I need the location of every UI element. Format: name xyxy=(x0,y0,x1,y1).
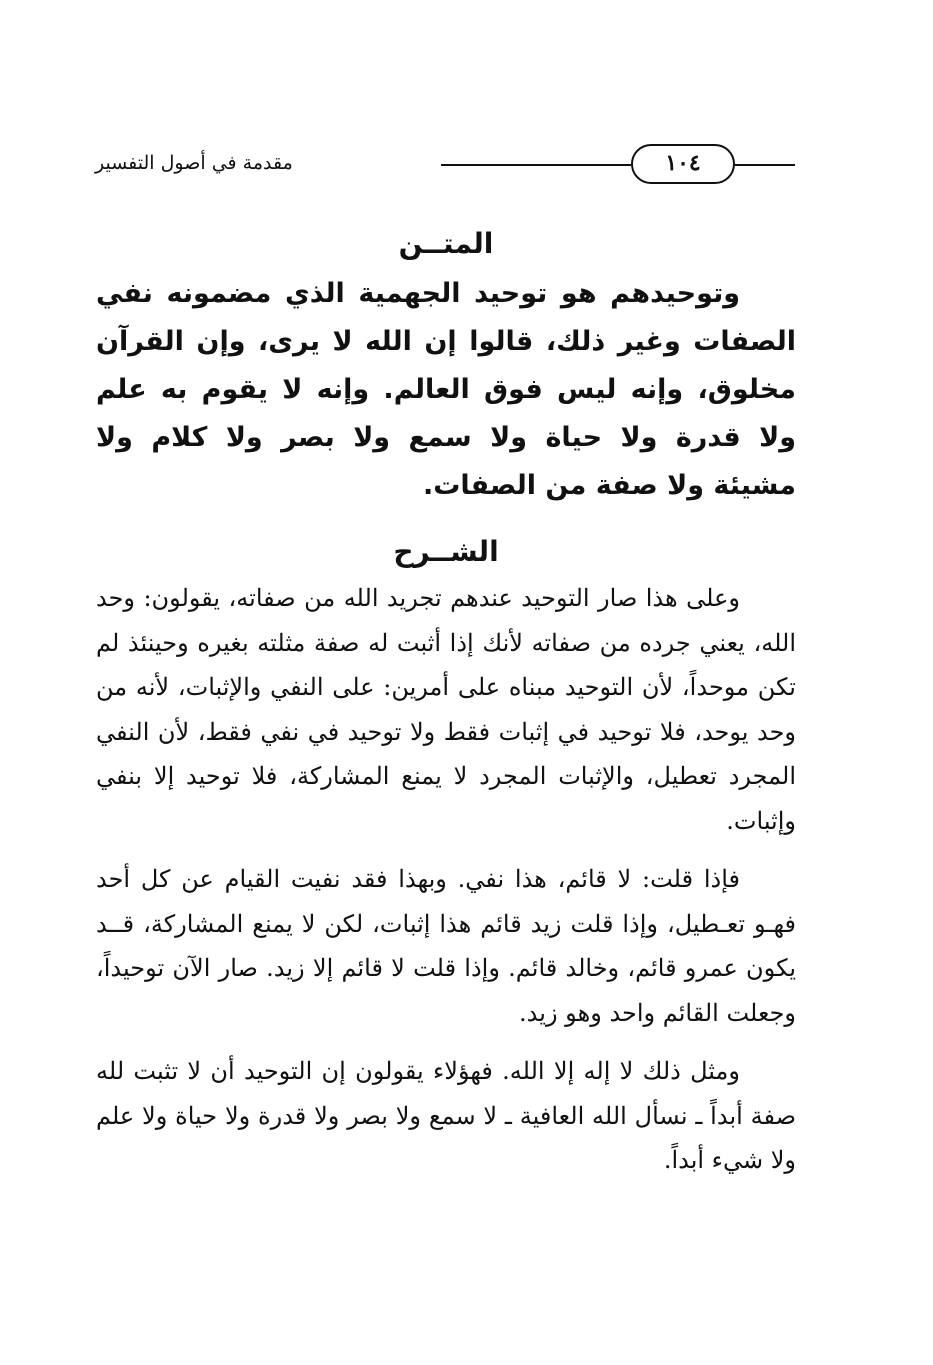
header-rule-middle xyxy=(441,164,631,166)
sharh-heading: الشــرح xyxy=(393,535,499,568)
running-title: مقدمة في أصول التفسير xyxy=(95,152,293,174)
sharh-paragraph-2: فإذا قلت: لا قائم، هذا نفي. وبهذا فقد نفيت القيام عن كل أحد فهـو تعـطيل، وإذا قلت زيد قائم هذا إثبات، لكن لا يمنع المشاركة، قــد يكون عمرو قائم، وخالد قائم. وإذا قلت لا قائم إلا زيد. صار الآن توحيداً، وجعلت القائم واحد وهو زيد. xyxy=(96,865,796,1027)
header-rule-right xyxy=(735,164,795,166)
matn-paragraph: وتوحيدهم هو توحيد الجهمية الذي مضمونه نفي الصفات وغير ذلك، قالوا إن الله لا يرى، وإن القرآن مخلوق، وإنه ليس فوق العالم. وإنه لا يقوم به علم ولا قدرة ولا حياة ولا سمع ولا بصر ولا كلام ولا مشيئة ولا صفة من الصفات. xyxy=(96,278,796,501)
page-content xyxy=(96,224,796,1183)
running-header xyxy=(95,140,795,188)
page-number: ١٠٤ xyxy=(631,144,735,184)
matn-heading: المتــن xyxy=(398,227,494,260)
sharh-paragraph-1: وعلى هذا صار التوحيد عندهم تجريد الله من صفاته، يقولون: وحد الله، يعني جرده من صفاته لأنك إذا أثبت له صفة مثلته بغيره وحينئذ لم تكن موحداً، لأن التوحيد مبناه على أمرين: على النفي والإثبات، لأنه من وحد يوحد، فلا توحيد في إثبات فقط ولا توحيد في نفي فقط، لأن النفي المجرد تعطيل، والإثبات المجرد لا يمنع المشاركة، فلا توحيد إلا بنفي وإثبات. xyxy=(96,584,796,835)
sharh-paragraph-3: ومثل ذلك لا إله إلا الله. فهؤلاء يقولون إن التوحيد أن لا تثبت لله صفة أبداً ـ نسأل الله العافية ـ لا سمع ولا بصر ولا قدرة ولا حياة ولا علم ولا شيء أبداً. xyxy=(96,1057,796,1174)
